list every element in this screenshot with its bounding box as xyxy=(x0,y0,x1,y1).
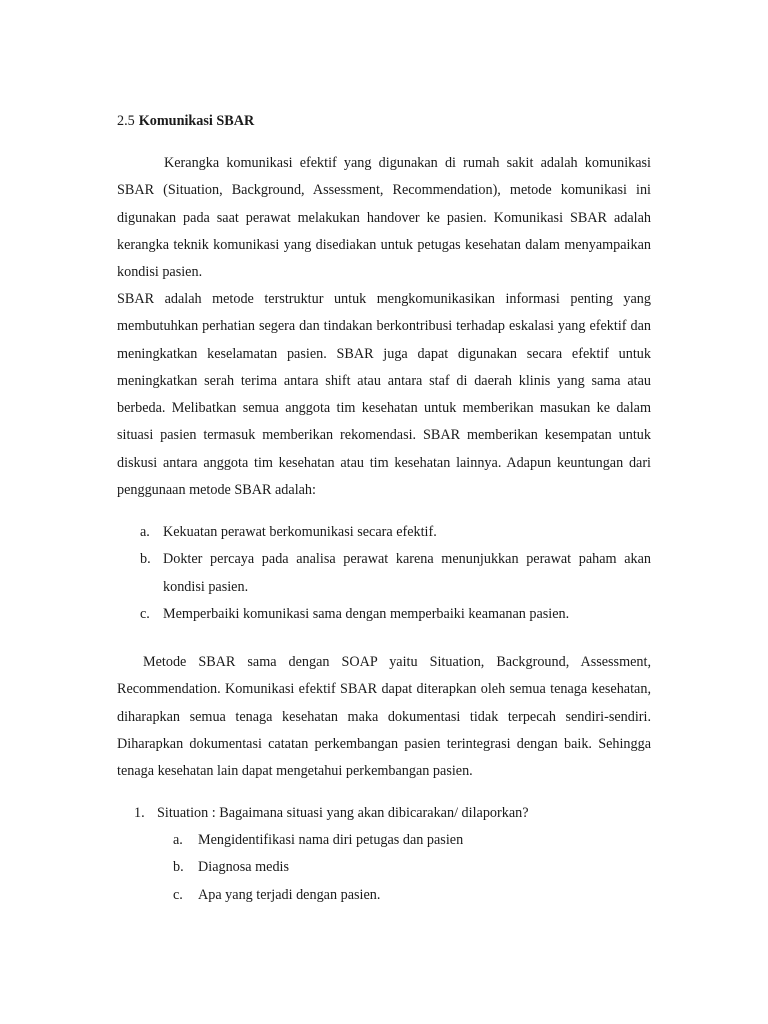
list-marker: c. xyxy=(140,605,150,622)
list-marker: c. xyxy=(173,886,183,903)
list-item-text: Situation : Bagaimana situasi yang akan dibicarakan/ dilaporkan? xyxy=(157,805,529,821)
list-item-text: Memperbaiki komunikasi sama dengan memperbaiki keamanan pasien. xyxy=(163,605,570,622)
situation-sublist xyxy=(173,827,651,909)
list-marker: b. xyxy=(140,551,151,568)
list-marker: 1. xyxy=(134,805,145,821)
list-item-text: Kekuatan perawat berkomunikasi secara efektif. xyxy=(163,524,437,540)
list-item xyxy=(117,601,651,628)
list-marker: a. xyxy=(140,524,150,540)
paragraph-intro: Kerangka komunikasi efektif yang digunakan di rumah sakit adalah komunikasi SBAR (Situation, Background, Assessment, Recommendation), metode komunikasi ini digunakan pada saat perawat melakukan handover ke pasien. Komunikasi SBAR adalah kerangka teknik komunikasi yang disediakan untuk petugas kesehatan dalam menyampaikan kondisi pasien. xyxy=(117,155,651,281)
list-item xyxy=(117,519,651,546)
paragraph-sbar-soap: Metode SBAR sama dengan SOAP yaitu Situation, Background, Assessment, Recommendation. Komunikasi efektif SBAR dapat diterapkan oleh semua tenaga kesehatan, diharapkan semua tenaga kesehatan maka dokumentasi tidak terpecah sendiri-sendiri. Diharapkan dokumentasi catatan perkembangan pasien terintegrasi dengan baik. Sehingga tenaga kesehatan lain dapat mengetahui perkembangan pasien. xyxy=(117,654,651,780)
list-item xyxy=(173,882,651,909)
section-title: Komunikasi SBAR xyxy=(138,113,255,129)
list-item-text: Mengidentifikasi nama diri petugas dan pasien xyxy=(198,832,464,848)
list-item xyxy=(173,854,651,881)
steps-list xyxy=(117,800,651,827)
advantages-list xyxy=(117,519,651,628)
list-item-text: Apa yang terjadi dengan pasien. xyxy=(198,886,381,903)
list-marker: a. xyxy=(173,832,183,848)
list-item xyxy=(173,827,651,854)
list-item-text: Dokter percaya pada analisa perawat karena menunjukkan perawat paham akan kondisi pasien. xyxy=(163,551,651,595)
section-number: 2.5 xyxy=(117,113,135,129)
list-item xyxy=(117,800,651,827)
list-item xyxy=(117,546,651,601)
section-heading xyxy=(117,112,254,130)
list-item-text: Diagnosa medis xyxy=(198,859,290,876)
paragraph-sbar-definition: SBAR adalah metode terstruktur untuk mengkomunikasikan informasi penting yang membutuhkan perhatian segera dan tindakan berkontribusi terhadap eskalasi yang efektif dan meningkatkan keselamatan pasien. SBAR juga dapat digunakan secara efektif untuk meningkatkan serah terima antara shift atau antara staf di daerah klinis yang sama atau berbeda. Melibatkan semua anggota tim kesehatan untuk memberikan masukan ke dalam situasi pasien termasuk memberikan rekomendasi. SBAR memberikan kesempatan untuk diskusi antara anggota tim kesehatan atau tim kesehatan lainnya. Adapun keuntungan dari penggunaan metode SBAR adalah: xyxy=(117,291,651,499)
list-marker: b. xyxy=(173,859,184,876)
